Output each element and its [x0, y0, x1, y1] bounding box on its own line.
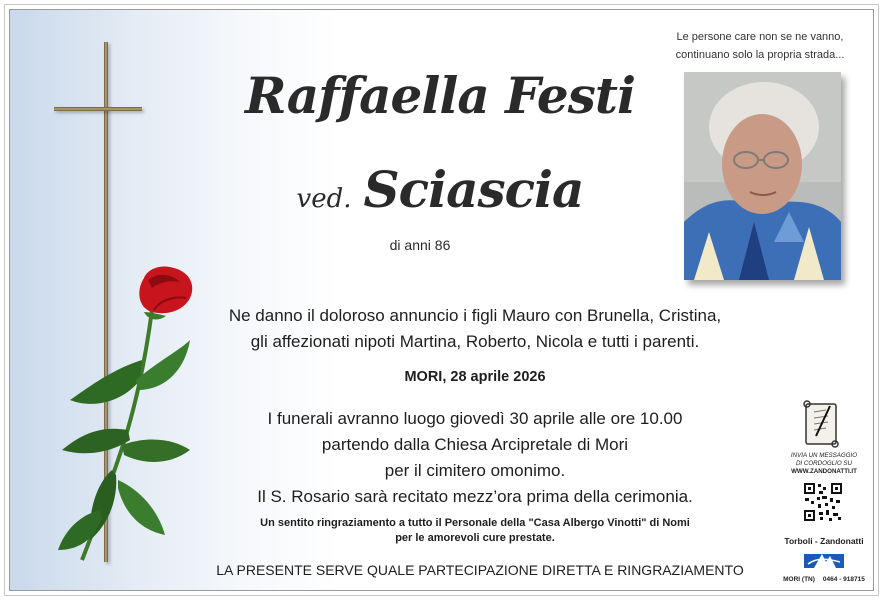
condolence-message: [778, 452, 870, 476]
funeral-details: [210, 406, 740, 510]
quote-line-2: continuano solo la propria strada...: [675, 49, 845, 61]
ved-prefix: ved.: [296, 184, 352, 214]
deceased-name: Raffaella Festi: [245, 66, 635, 125]
quote: [640, 28, 874, 64]
company-logo-icon: [804, 550, 844, 572]
age-text: di anni 86: [389, 237, 451, 253]
married-name-line: [270, 160, 610, 219]
funeral-line-4: Il S. Rosario sarà recitato mezz’ora prima della cerimonia.: [257, 487, 693, 506]
funeral-line-1: I funerali avranno luogo giovedì 30 aprile alle ore 10.00: [267, 409, 683, 428]
company-name: Torboli - Zandonatti: [784, 536, 864, 546]
scroll-quill-icon[interactable]: [800, 398, 844, 450]
notice-frame: [9, 9, 874, 591]
married-name: Sciascia: [363, 160, 584, 219]
qr-code-icon[interactable]: [803, 482, 843, 522]
announcement-line-1: Ne danno il doloroso annuncio i figli Mauro con Brunella, Cristina,: [228, 306, 722, 325]
condolence-line-1: INVIA UN MESSAGGIO: [790, 452, 858, 459]
contact-info: [778, 576, 870, 583]
footer-text: LA PRESENTE SERVE QUALE PARTECIPAZIONE DIRETTA E RINGRAZIAMENTO: [216, 562, 744, 578]
thanks-line-1: Un sentito ringraziamento a tutto il Personale della "Casa Albergo Vinotti" di Nomi: [260, 517, 690, 529]
announcement: [195, 303, 755, 355]
thanks-note: [225, 516, 725, 546]
website-link[interactable]: WWW.ZANDONATTI.IT: [791, 468, 857, 475]
portrait-photo: [684, 72, 841, 280]
red-rose-icon: [40, 250, 210, 570]
cross-arm: [54, 107, 142, 111]
funeral-line-2: partendo dalla Chiesa Arcipretale di Mori: [321, 435, 629, 454]
announcement-line-2: gli affezionati nipoti Martina, Roberto, Nicola e tutti i parenti.: [250, 332, 700, 351]
dateline: MORI, 28 aprile 2026: [404, 369, 546, 385]
phone-text[interactable]: 0464 - 918715: [822, 576, 865, 583]
condolence-line-2: DI CORDOGLIO SU: [795, 460, 853, 467]
quote-line-1: Le persone care non se ne vanno,: [676, 31, 844, 43]
location-text: MORI (TN): [783, 576, 815, 583]
funeral-line-3: per il cimitero omonimo.: [384, 461, 566, 480]
thanks-line-2: per le amorevoli cure prestate.: [395, 532, 555, 544]
